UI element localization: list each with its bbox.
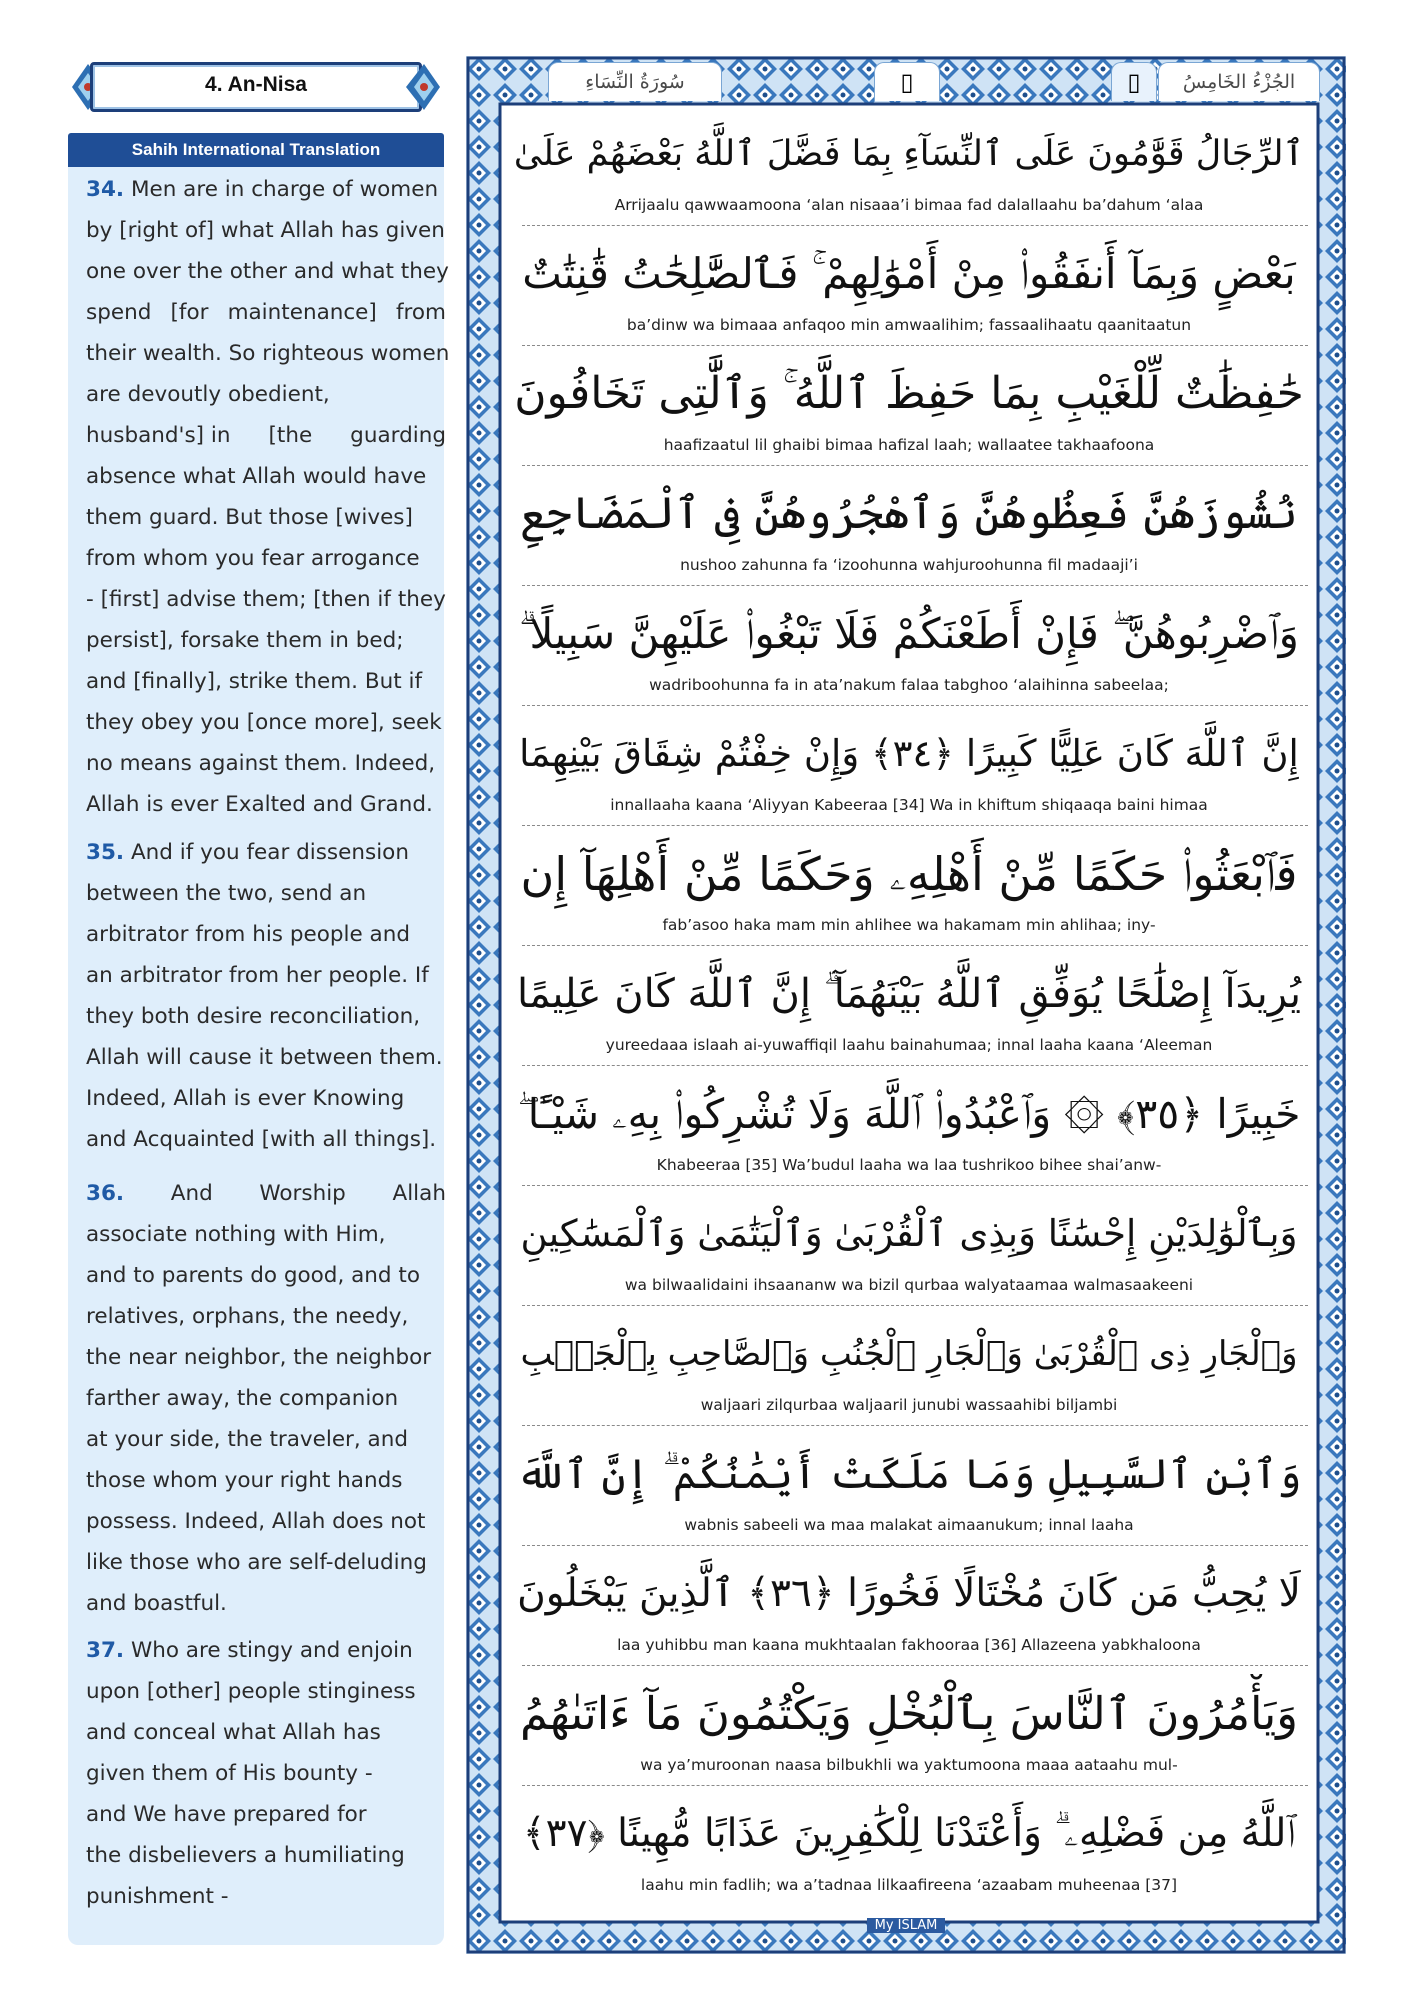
translation-line [86, 1460, 446, 1501]
line-separator [522, 705, 1308, 706]
verse-number: 34. [86, 177, 125, 202]
translation-text: [the [268, 423, 313, 448]
arabic-text: نُشُوزَهُنَّ فَعِظُوهُنَّ وَٱهْجُرُوهُنَّ فِى ٱلْمَضَاجِعِ [520, 488, 1298, 539]
translation-line [86, 743, 446, 784]
quran-text-area [504, 108, 1314, 1918]
translation-text: farther away, the companion [86, 1386, 399, 1411]
translation-text: [for [170, 300, 209, 325]
verse-number: 35. [86, 840, 125, 865]
line-separator [522, 1065, 1308, 1066]
translation-line [86, 1378, 446, 1419]
translation-line [86, 1078, 446, 1119]
translation-text: are devoutly obedient, [86, 382, 330, 407]
surah-header [68, 58, 444, 116]
translation-text: and boastful. [86, 1591, 227, 1616]
translation-line [86, 1337, 446, 1378]
transliteration-text: fab’asoo haka mam min ahlihee wa hakamam min ahlihaa; iny- [662, 916, 1156, 934]
translation-text: one over the other and what they [86, 259, 449, 284]
translation-line [86, 333, 450, 374]
quran-line [504, 948, 1314, 1068]
translation-line [86, 620, 446, 661]
translation-line [86, 1296, 446, 1337]
translation-text: those whom your right hands [86, 1468, 403, 1493]
line-separator [522, 945, 1308, 946]
translation-line [86, 873, 446, 914]
translation-text: Worship [259, 1181, 346, 1206]
page-marker-box: ▯ [874, 62, 940, 101]
verse-35-translation [86, 832, 446, 1160]
translation-line [86, 1630, 446, 1671]
arabic-text: لَا يُحِبُّ مَن كَانَ مُخْتَالًا فَخُورًا ﴿٣٦﴾ ٱلَّذِينَ يَبْخَلُونَ [517, 1571, 1301, 1616]
mushaf-page [466, 56, 1346, 1954]
verse-34-translation [86, 169, 450, 825]
translation-text: an arbitrator from her people. If [86, 963, 429, 988]
line-separator [522, 1545, 1308, 1546]
arabic-text: وَٱلْجَارِ ذِى ٱلْقُرْبَىٰ وَٱلْجَارِ ٱلْجُنُبِ وَٱلصَّاحِبِ بِٱلْجَنۢبِ [520, 1334, 1298, 1374]
transliteration-text: yureedaaa islaah ai-yuwaffiqil laahu bainahumaa; innal laaha kaana ‘Aleeman [605, 1036, 1213, 1054]
arabic-text: حَٰفِظَٰتٌ لِّلْغَيْبِ بِمَا حَفِظَ ٱللَّهُ ۚ وَٱلَّٰتِى تَخَافُونَ [514, 368, 1304, 419]
verse-number: 37. [86, 1638, 125, 1663]
translation-text: And [170, 1181, 213, 1206]
transliteration-text: wadriboohunna fa in ata’nakum falaa tabghoo ‘alaihinna sabeelaa; [649, 676, 1169, 694]
translation-line [86, 415, 446, 456]
transliteration-text: haafizaatul lil ghaibi bimaa hafizal laah; wallaatee takhaafoona [663, 436, 1155, 454]
translation-line [86, 1119, 446, 1160]
transliteration-text: wa ya’muroonan naasa bilbukhli wa yaktumoona maaa aataahu mul- [640, 1756, 1178, 1774]
translation-text: from whom you fear arrogance [86, 546, 420, 571]
translation-text: and We have prepared for [86, 1802, 367, 1827]
line-separator [522, 1785, 1308, 1786]
translation-text: given them of His bounty - [86, 1761, 373, 1786]
translation-line [86, 1753, 446, 1794]
verse-number: 36. [86, 1181, 125, 1206]
translation-text: no means against them. Indeed, [86, 751, 436, 776]
translation-line [86, 996, 446, 1037]
quran-line [504, 708, 1314, 828]
translation-text: the near neighbor, the neighbor [86, 1345, 432, 1370]
translation-text: Indeed, Allah is ever Knowing [86, 1086, 405, 1111]
translation-line [86, 374, 446, 415]
translation-text: the disbelievers a humiliating [86, 1843, 405, 1868]
footer-brand [466, 1918, 1346, 1933]
translation-text: they both desire reconciliation, [86, 1004, 421, 1029]
translation-text: Allah will cause it between them. [86, 1045, 443, 1070]
quran-line [504, 228, 1314, 348]
surah-title: 4. An-Nisa [205, 73, 307, 96]
translation-text: persist], forsake them in bed; [86, 628, 404, 653]
translation-text: arbitrator from his people and [86, 922, 411, 947]
translation-text: they obey you [once more], seek [86, 710, 442, 735]
quran-line [504, 1548, 1314, 1668]
translation-line [86, 832, 446, 873]
translation-text: their wealth. So righteous women [86, 341, 450, 366]
line-separator [522, 585, 1308, 586]
translation-line [86, 1876, 446, 1917]
translation-text: and conceal what Allah has [86, 1720, 381, 1745]
verse-36-translation [86, 1173, 446, 1624]
surah-name-tab: سُورَةُ النِّسَاءِ [548, 62, 722, 101]
translation-text: absence what Allah would have [86, 464, 427, 489]
quran-line [504, 1188, 1314, 1308]
translation-text: - [first] advise them; [then if they [86, 587, 446, 612]
translation-text: spend [86, 300, 152, 325]
verse-37-translation [86, 1630, 446, 1917]
arabic-text: وَبِٱلْوَٰلِدَيْنِ إِحْسَٰنًا وَبِذِى ٱلْقُرْبَىٰ وَٱلْيَتَٰمَىٰ وَٱلْمَسَٰكِينِ [520, 1212, 1298, 1255]
translation-line [86, 1712, 446, 1753]
translation-line [86, 251, 449, 292]
translation-line [86, 914, 446, 955]
translation-text: Who are stingy and enjoin [130, 1638, 413, 1663]
translation-line [86, 1794, 446, 1835]
translation-line [86, 955, 446, 996]
translation-line [86, 538, 446, 579]
translation-line [86, 661, 446, 702]
footer-brand-label: My ISLAM [867, 1918, 946, 1933]
translation-text: by [right of] what Allah has given [86, 218, 445, 243]
transliteration-text: laahu min fadlih; wa a’tadnaa lilkaafireena ‘azaabam muheenaa [37] [640, 1876, 1178, 1894]
arabic-text: ٱللَّهُ مِن فَضْلِهِۦ ۗ وَأَعْتَدْنَا لِلْكَٰفِرِينَ عَذَابًا مُّهِينًا ﴿٣٧﴾ [522, 1811, 1296, 1856]
translation-text: relatives, orphans, the needy, [86, 1304, 409, 1329]
transliteration-text: ba’dinw wa bimaaa anfaqoo min amwaalihim; fassaalihaatu qaanitaatun [626, 316, 1192, 334]
line-separator [522, 1305, 1308, 1306]
quran-line [504, 1788, 1314, 1908]
arabic-text: ٱلرِّجَالُ قَوَّٰمُونَ عَلَى ٱلنِّسَآءِ بِمَا فَضَّلَ ٱللَّهُ بَعْضَهُمْ عَلَىٰ [514, 134, 1304, 174]
translation-text: Allah [392, 1181, 446, 1206]
translation-line [86, 1037, 446, 1078]
transliteration-text: wa bilwaalidaini ihsaananw wa bizil qurbaa walyataamaa walmasaakeeni [624, 1276, 1194, 1294]
translation-line [86, 1583, 446, 1624]
translation-line [86, 702, 446, 743]
translation-text: and Acquainted [with all things]. [86, 1127, 437, 1152]
translation-text: like those who are self-deluding [86, 1550, 427, 1575]
translation-line [86, 1255, 446, 1296]
translation-line [86, 1214, 446, 1255]
translation-line [86, 1501, 446, 1542]
translation-line [86, 1542, 446, 1583]
line-separator [522, 225, 1308, 226]
juz-name-tab: الجُزْءُ الخَامِسُ [1158, 62, 1320, 101]
translation-line [86, 497, 446, 538]
translation-text: upon [other] people stinginess [86, 1679, 416, 1704]
page-marker-box-right: ▯ [1111, 62, 1157, 101]
translation-text: Men are in charge of women [130, 177, 439, 202]
translation-line [86, 579, 446, 620]
quran-line [504, 588, 1314, 708]
line-separator [522, 1185, 1308, 1186]
quran-line [504, 108, 1314, 228]
quran-line [504, 828, 1314, 948]
line-separator [522, 1665, 1308, 1666]
transliteration-text: laa yuhibbu man kaana mukhtaalan fakhooraa [36] Allazeena yabkhaloona [617, 1636, 1201, 1654]
translation-text: husband's] in [86, 423, 231, 448]
translation-text: punishment - [86, 1884, 229, 1909]
translation-text: associate nothing with Him, [86, 1222, 386, 1247]
arabic-text: وَٱضْرِبُوهُنَّ ۖ فَإِنْ أَطَعْنَكُمْ فَلَا تَبْغُوا۟ عَلَيْهِنَّ سَبِيلًا ۗ [519, 609, 1299, 658]
line-separator [522, 1425, 1308, 1426]
transliteration-text: innallaaha kaana ‘Aliyyan Kabeeraa [34] Wa in khiftum shiqaaqa baini himaa [610, 796, 1208, 814]
translation-text: And if you fear dissension [130, 840, 409, 865]
translation-panel [68, 167, 450, 1945]
arabic-text: يُرِيدَآ إِصْلَٰحًا يُوَفِّقِ ٱللَّهُ بَيْنَهُمَآ ۗ إِنَّ ٱللَّهَ كَانَ عَلِيمًا [516, 971, 1301, 1017]
translation-text: at your side, the traveler, and [86, 1427, 409, 1452]
translation-text: maintenance] [227, 300, 377, 325]
translation-line [86, 292, 446, 333]
quran-line [504, 1428, 1314, 1548]
transliteration-text: nushoo zahunna fa ‘izoohunna wahjuroohunna fil madaaji’i [680, 556, 1138, 574]
transliteration-text: Arrijaalu qawwaamoona ‘alan nisaaa’i bimaa fad dalallaahu ba’dahum ‘alaa [614, 196, 1204, 214]
quran-line [504, 468, 1314, 588]
quran-line [504, 348, 1314, 468]
translation-text: possess. Indeed, Allah does not [86, 1509, 426, 1534]
translation-text: and [finally], strike them. But if [86, 669, 423, 694]
transliteration-text: wabnis sabeeli wa maa malakat aimaanukum; innal laaha [684, 1516, 1134, 1534]
translation-line [86, 210, 446, 251]
quran-line [504, 1068, 1314, 1188]
translation-text: Allah is ever Exalted and Grand. [86, 792, 433, 817]
arabic-text: إِنَّ ٱللَّهَ كَانَ عَلِيًّا كَبِيرًا ﴿٣٤﴾ وَإِنْ خِفْتُمْ شِقَاقَ بَيْنِهِمَا [519, 732, 1299, 775]
translation-text: guarding [350, 423, 446, 448]
transliteration-text: waljaari zilqurbaa waljaaril junubi wassaahibi biljambi [700, 1396, 1118, 1414]
translation-line [86, 1671, 446, 1712]
arabic-text: وَٱبْنِ ٱلسَّبِيلِ وَمَا مَلَكَتْ أَيْمَٰنُكُمْ ۗ إِنَّ ٱللَّهَ [516, 1450, 1302, 1498]
arabic-text: خَبِيرًا ﴿٣٥﴾ ۞ وَٱعْبُدُوا۟ ٱللَّهَ وَلَا تُشْرِكُوا۟ بِهِۦ شَيْـًٔا ۖ [517, 1090, 1301, 1138]
line-separator [522, 465, 1308, 466]
translation-text: and to parents do good, and to [86, 1263, 420, 1288]
translation-line [86, 784, 446, 825]
transliteration-text: Khabeeraa [35] Wa’budul laaha wa laa tushrikoo bihee shai’anw- [656, 1156, 1162, 1174]
translation-line [86, 1419, 446, 1460]
translation-line [86, 1173, 446, 1214]
translation-text: them guard. But those [wives] [86, 505, 413, 530]
translation-text: from [395, 300, 446, 325]
translation-line [86, 1835, 446, 1876]
translation-line [86, 456, 446, 497]
translation-banner: Sahih International Translation [68, 133, 444, 167]
line-separator [522, 825, 1308, 826]
arabic-text: فَٱبْعَثُوا۟ حَكَمًا مِّنْ أَهْلِهِۦ وَحَكَمًا مِّنْ أَهْلِهَآ إِن [520, 847, 1298, 901]
translation-line [86, 169, 446, 210]
arabic-text: وَيَأْمُرُونَ ٱلنَّاسَ بِٱلْبُخْلِ وَيَكْتُمُونَ مَآ ءَاتَىٰهُمُ [519, 1687, 1299, 1740]
translation-text: between the two, send an [86, 881, 367, 906]
quran-line [504, 1668, 1314, 1788]
line-separator [522, 345, 1308, 346]
arabic-text: بَعْضٍ وَبِمَآ أَنفَقُوا۟ مِنْ أَمْوَٰلِهِمْ ۚ فَٱلصَّٰلِحَٰتُ قَٰنِتَٰتٌ [522, 249, 1296, 298]
quran-line [504, 1308, 1314, 1428]
